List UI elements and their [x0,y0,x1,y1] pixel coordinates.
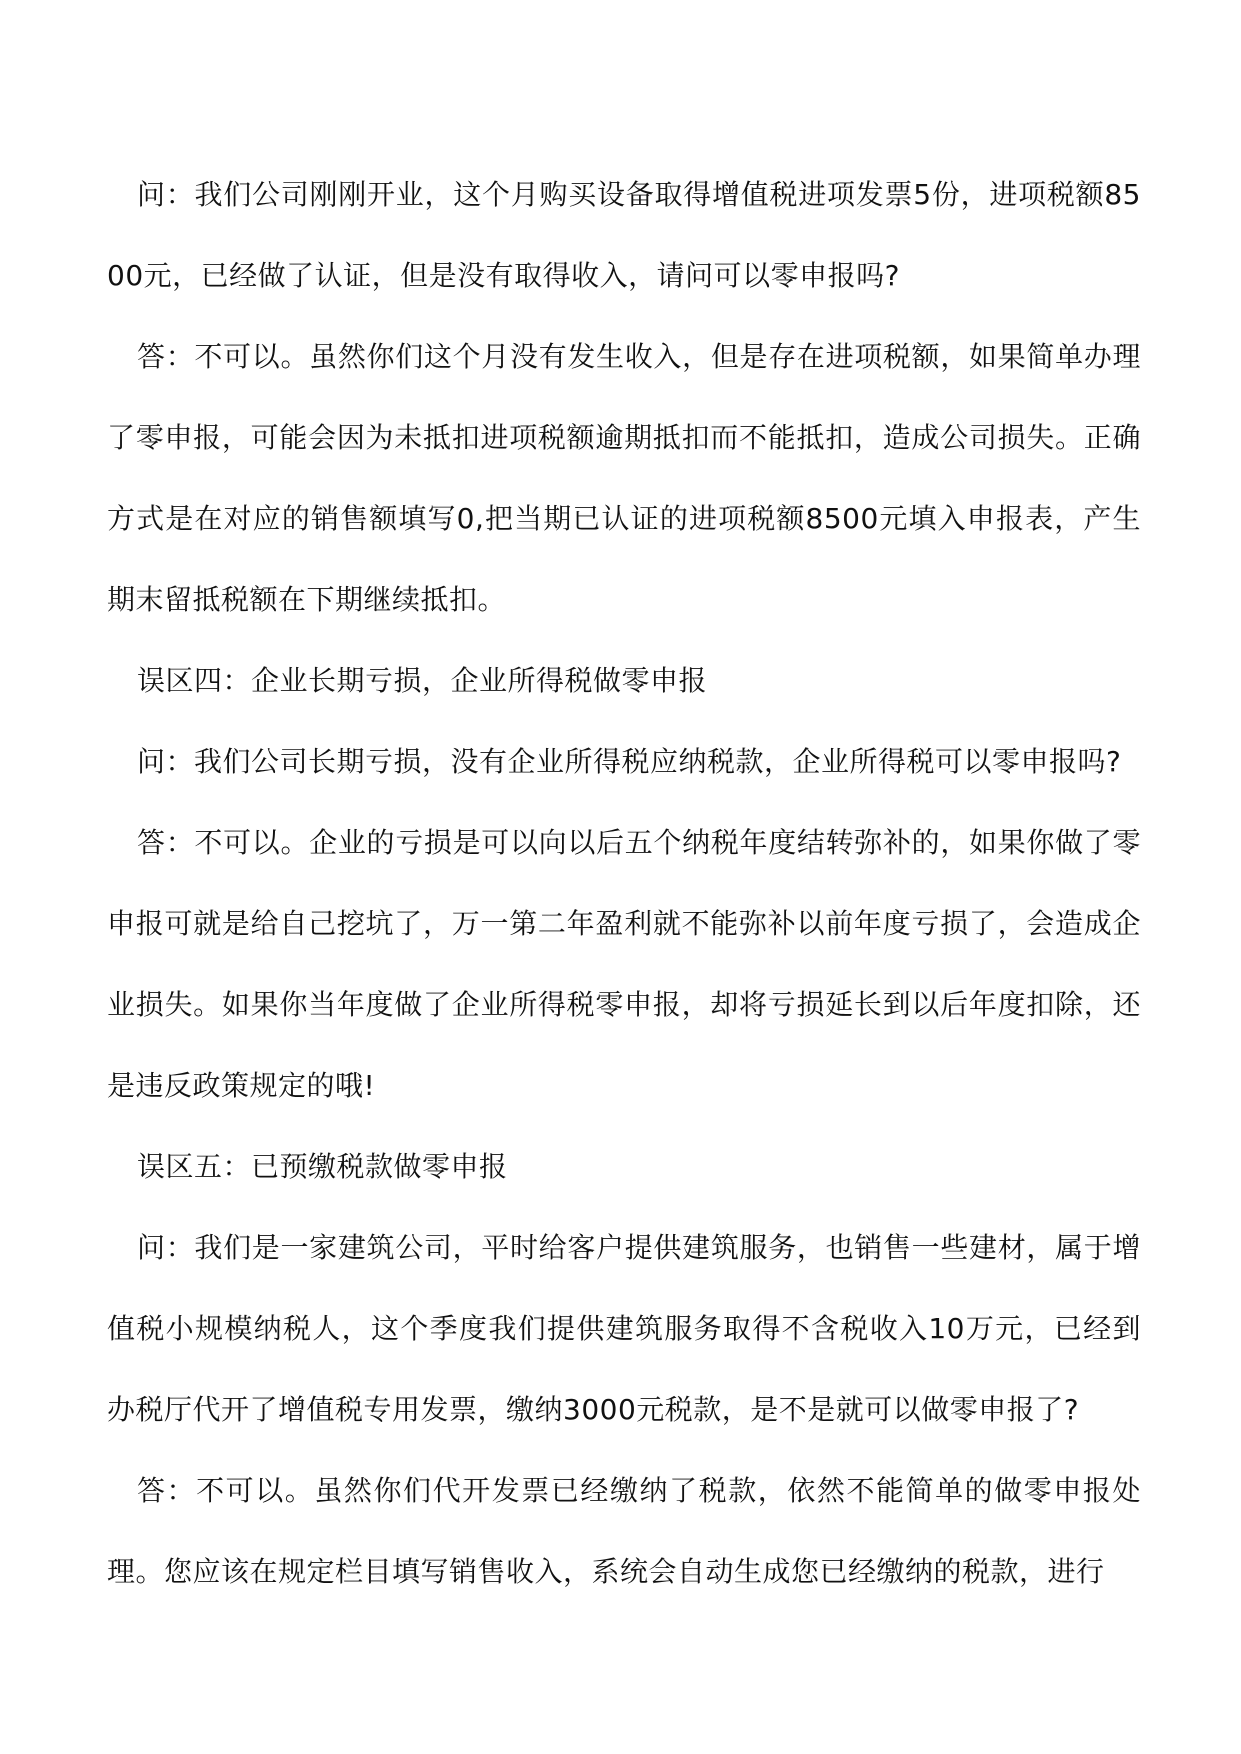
answer-paragraph: 答：不可以。虽然你们这个月没有发生收入，但是存在进项税额，如果简单办理了零申报，可能会因为未抵扣进项税额逾期抵扣而不能抵扣，造成公司损失。正确方式是在对应的销售额填写0,把当期已认证的进项税额8500元填入申报表，产生期末留抵税额在下期继续抵扣。 [107,340,1141,616]
section-heading: 误区四：企业长期亏损，企业所得税做零申报 [137,664,708,697]
answer-paragraph: 答：不可以。虽然你们代开发票已经缴纳了税款，依然不能简单的做零申报处理。您应该在规定栏目填写销售收入，系统会自动生成您已经缴纳的税款，进行 [107,1474,1141,1588]
question-paragraph: 问：我们公司长期亏损，没有企业所得税应纳税款，企业所得税可以零申报吗? [137,745,1122,778]
answer-paragraph: 答：不可以。企业的亏损是可以向以后五个纳税年度结转弥补的，如果你做了零申报可就是给自己挖坑了，万一第二年盈利就不能弥补以前年度亏损了，会造成企业损失。如果你当年度做了企业所得税零申报，却将亏损延长到以后年度扣除，还是违反政策规定的哦! [107,826,1141,1102]
question-paragraph: 问：我们是一家建筑公司，平时给客户提供建筑服务，也销售一些建材，属于增值税小规模纳税人，这个季度我们提供建筑服务取得不含税收入10万元，已经到办税厅代开了增值税专用发票，缴纳3000元税款，是不是就可以做零申报了? [107,1231,1141,1426]
document-body [107,154,1141,1612]
question-paragraph: 问：我们公司刚刚开业，这个月购买设备取得增值税进项发票5份，进项税额8500元，已经做了认证，但是没有取得收入，请问可以零申报吗? [107,178,1141,292]
section-heading: 误区五：已预缴税款做零申报 [137,1150,508,1183]
